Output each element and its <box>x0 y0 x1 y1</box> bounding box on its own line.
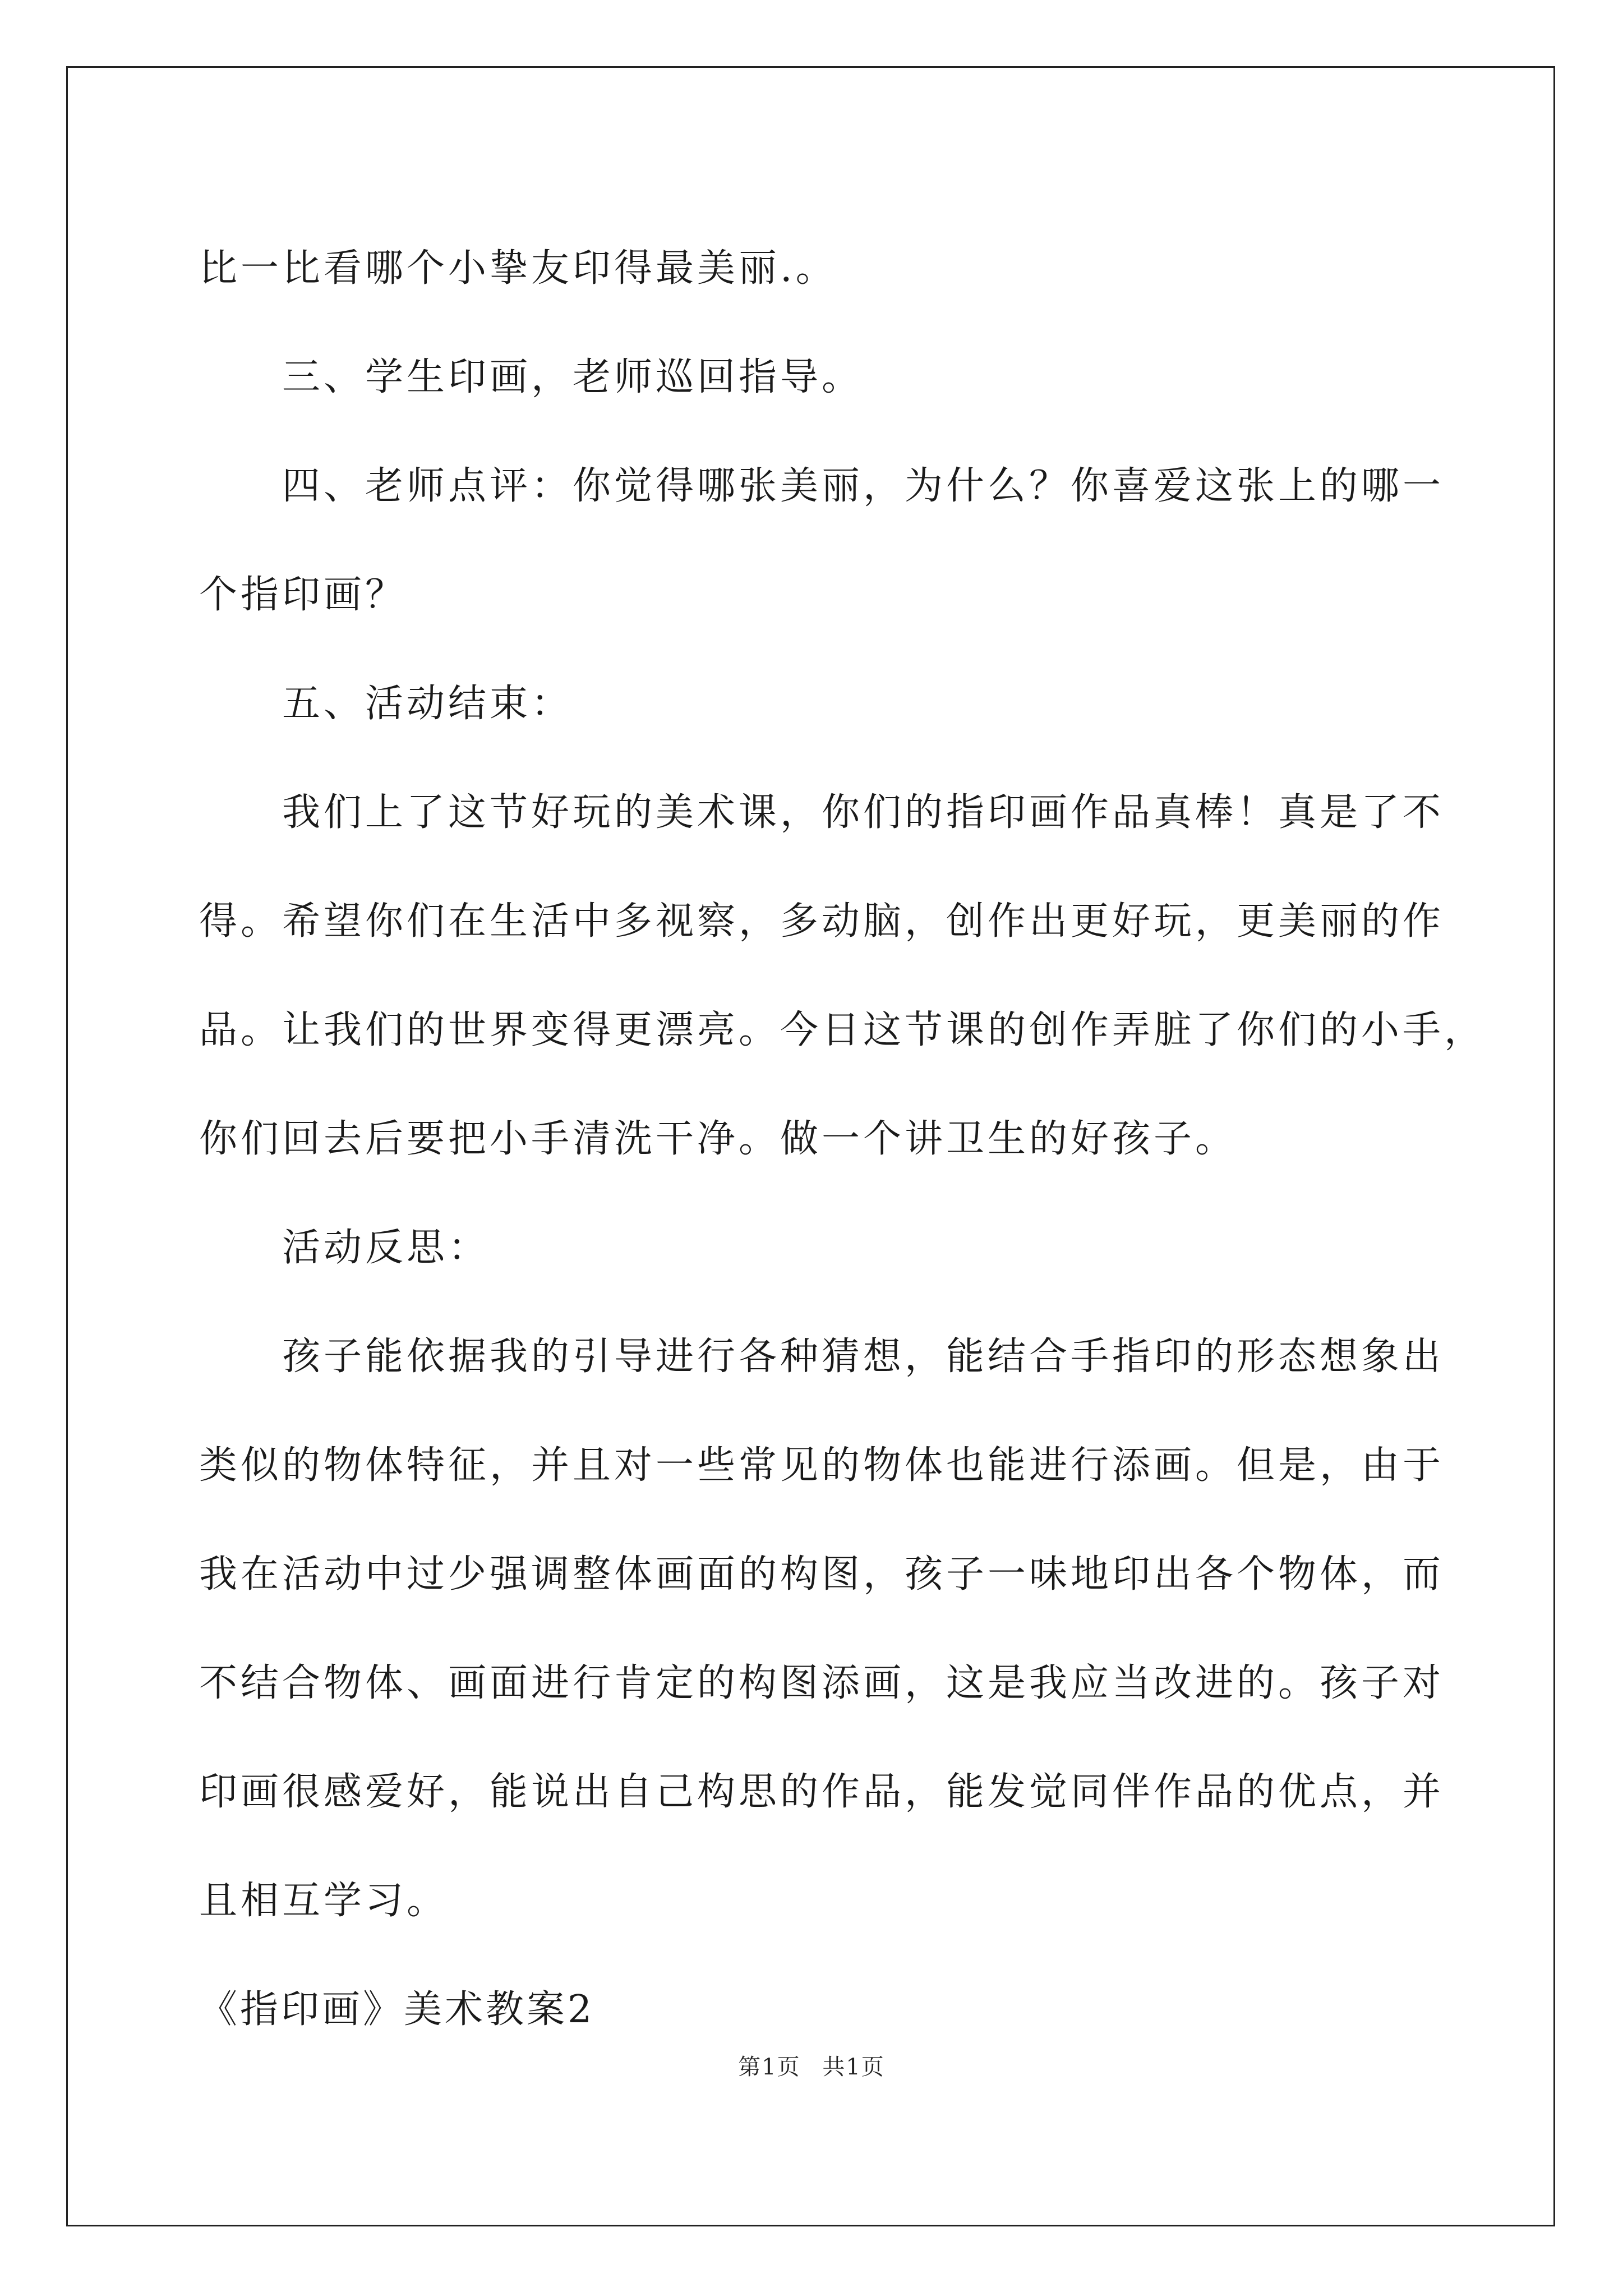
text-line-7: 得。希望你们在生活中多视察，多动脑，创作出更好玩，更美丽的作 <box>199 899 1445 944</box>
text-line-10: 活动反思： <box>282 1226 490 1270</box>
section-heading: 《指印画》美术教案2 <box>199 1987 595 2032</box>
text-line-13: 我在活动中过少强调整体画面的构图，孩子一味地印出各个物体，而 <box>199 1552 1445 1596</box>
document-body <box>199 214 1486 2064</box>
text-line-14: 不结合物体、画面进行肯定的构图添画，这是我应当改进的。孩子对 <box>199 1661 1445 1705</box>
text-line-2: 三、学生印画，老师巡回指导。 <box>282 355 864 399</box>
text-line-3: 四、老师点评：你觉得哪张美丽，为什么？你喜爱这张上的哪一 <box>282 464 1445 508</box>
page-number: 第1页 <box>738 2054 801 2080</box>
text-line-16: 且相互学习。 <box>199 1879 449 1923</box>
text-line-4: 个指印画？ <box>199 573 407 617</box>
text-line-6: 我们上了这节好玩的美术课，你们的指印画作品真棒！真是了不 <box>282 790 1445 835</box>
text-line-11: 孩子能依据我的引导进行各种猜想，能结合手指印的形态想象出 <box>282 1335 1445 1379</box>
text-line-9: 你们回去后要把小手清洗干净。做一个讲卫生的好孩子。 <box>199 1117 1237 1161</box>
page-total: 共1页 <box>822 2054 885 2080</box>
page-footer <box>0 2049 1623 2081</box>
text-line-1: 比一比看哪个小挚友印得最美丽.。 <box>199 246 837 291</box>
text-line-15: 印画很感爱好，能说出自己构思的作品，能发觉同伴作品的优点，并 <box>199 1770 1445 1814</box>
text-line-12: 类似的物体特征，并且对一些常见的物体也能进行添画。但是，由于 <box>199 1443 1445 1488</box>
text-line-8: 品。让我们的世界变得更漂亮。今日这节课的创作弄脏了你们的小手， <box>199 1008 1486 1052</box>
text-line-5: 五、活动结束： <box>282 682 573 726</box>
